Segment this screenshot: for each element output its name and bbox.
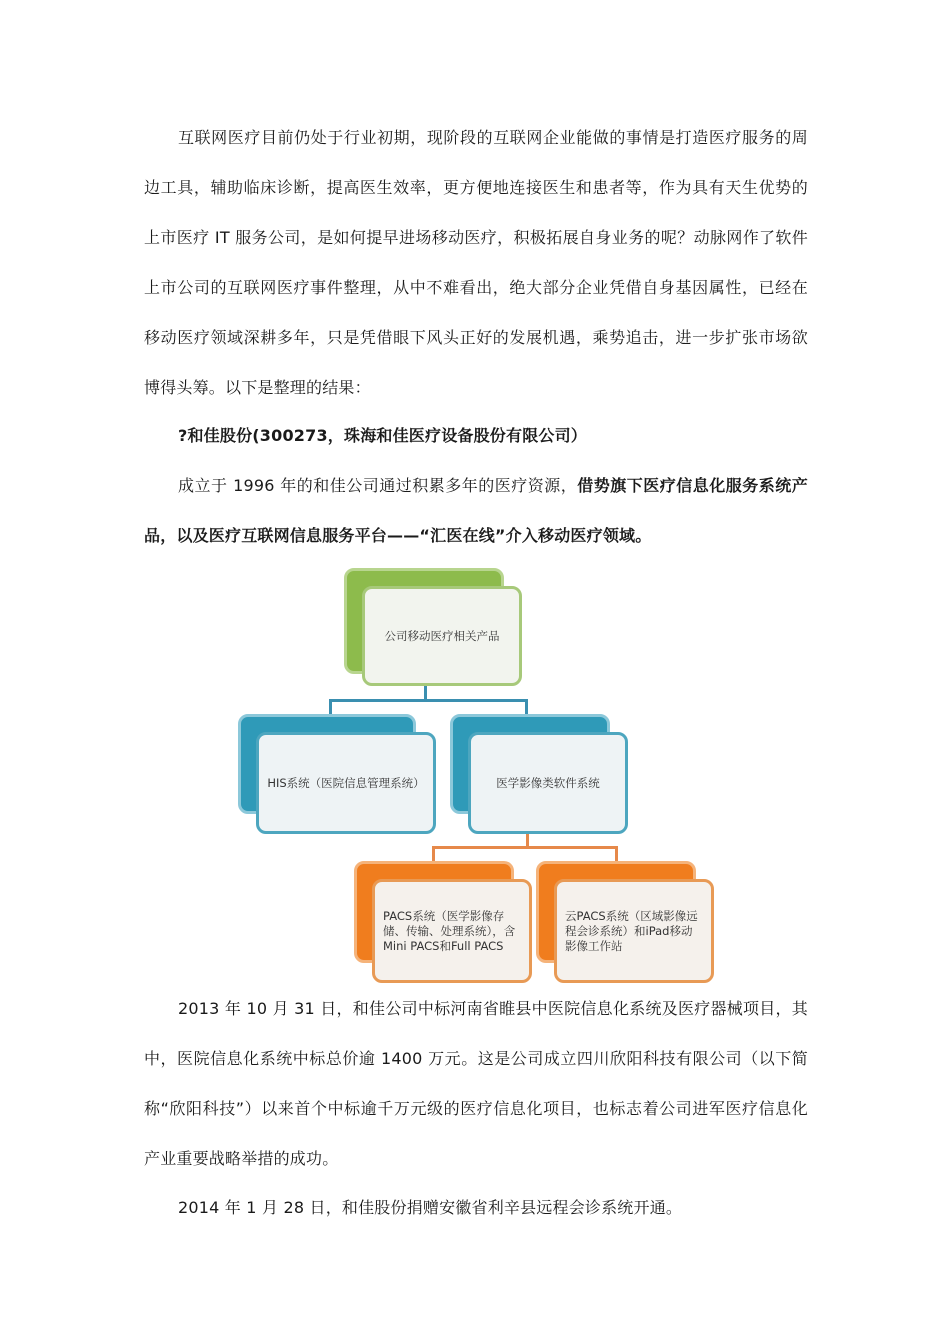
root-node-label: 公司移动医疗相关产品	[384, 628, 500, 643]
cloud-pacs-node	[554, 879, 714, 983]
company-intro-paragraph	[144, 461, 808, 561]
company-heading: ?和佳股份(300273，珠海和佳医疗设备股份有限公司）	[178, 426, 587, 445]
his-node	[256, 732, 436, 834]
product-diagram	[230, 562, 730, 990]
connector-root-down	[424, 686, 427, 700]
imaging-node	[468, 732, 628, 834]
pacs-node-label: PACS系统（医学影像存储、传输、处理系统），含Mini PACS和Full PACS	[383, 908, 516, 953]
pacs-node	[372, 879, 532, 983]
event-2013-paragraph: 2013 年 10 月 31 日，和佳公司中标河南省睢县中医院信息化系统及医疗器械项目，其中，医院信息化系统中标总价逾 1400 万元。这是公司成立四川欣阳科技有限公司（以下简称“欣阳科技”）以来首个中标逾千万元级的医疗信息化项目，也标志着公司进军医疗信息化产业重要战略举措的成功。	[144, 999, 808, 1168]
event-2014-paragraph: 2014 年 1 月 28 日，和佳股份捐赠安徽省利辛县远程会诊系统开通。	[178, 1198, 683, 1217]
imaging-node-label: 医学影像类软件系统	[496, 775, 600, 790]
his-node-label: HIS系统（医院信息管理系统）	[267, 775, 425, 790]
connector-top-bar	[329, 699, 528, 702]
connector-cloud-down	[615, 846, 618, 862]
connector-imaging-to-children	[526, 833, 529, 847]
intro-paragraph: 互联网医疗目前仍处于行业初期，现阶段的互联网企业能做的事情是打造医疗服务的周边工具，辅助临床诊断，提高医生效率，更方便地连接医生和患者等，作为具有天生优势的上市医疗 IT 服务公司，是如何提早进场移动医疗，积极拓展自身业务的呢？动脉网作了软件上市公司的互联网医疗事件整理，从中不难看出，绝大部分企业凭借自身基因属性，已经在移动医疗领域深耕多年，只是凭借眼下风头正好的发展机遇，乘势追击，进一步扩张市场欲博得头筹。以下是整理的结果：	[144, 128, 808, 397]
connector-his-down	[329, 699, 332, 715]
connector-imaging-down	[525, 699, 528, 715]
company-intro-normal: 成立于 1996 年的和佳公司通过积累多年的医疗资源，	[178, 476, 578, 495]
root-node	[362, 586, 522, 686]
cloud-pacs-node-label: 云PACS系统（区域影像远程会诊系统）和iPad移动影像工作站	[565, 908, 698, 953]
connector-pacs-down	[432, 846, 435, 862]
company-intro-bold: 借势旗下医疗信息化服务系统产品，以及医疗互联网信息服务平台——“汇医在线”介入移动医疗领域。	[144, 476, 808, 545]
connector-bottom-bar	[432, 846, 618, 849]
